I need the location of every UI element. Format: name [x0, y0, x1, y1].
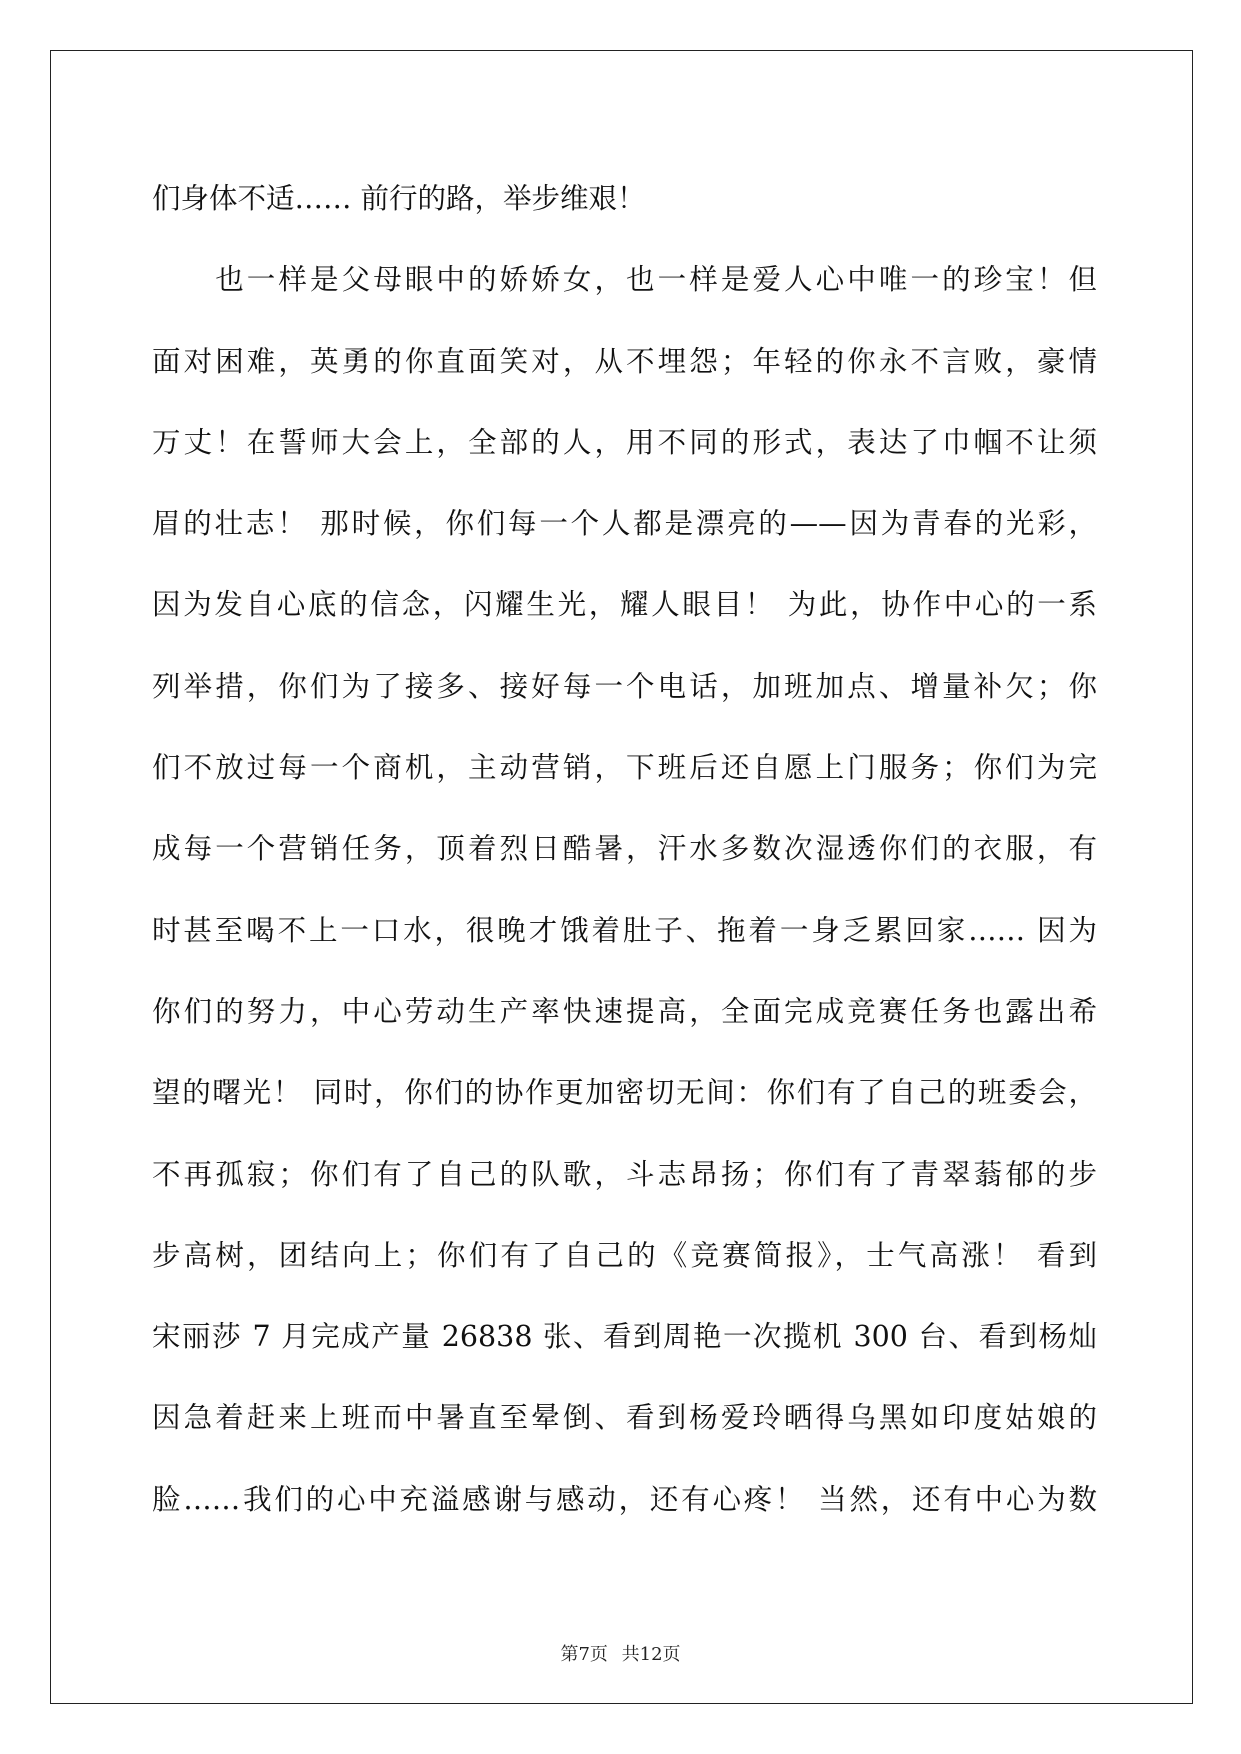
- text-line: 万丈！在誓师大会上，全部的人，用不同的形式，表达了巾帼不让须: [152, 425, 1097, 459]
- page-footer: [0, 1640, 1241, 1666]
- text-line: 因急着赶来上班而中暑直至晕倒、看到杨爱玲晒得乌黑如印度姑娘的: [152, 1401, 1097, 1435]
- text-line: 列举措，你们为了接多、接好每一个电话，加班加点、增量补欠；你: [152, 669, 1097, 703]
- text-line: 也一样是父母眼中的娇娇女，也一样是爱人心中唯一的珍宝！但: [152, 263, 1097, 297]
- text-line: 不再孤寂；你们有了自己的队歌，斗志昂扬；你们有了青翠蓊郁的步: [152, 1157, 1097, 1191]
- page-number: 第7页: [560, 1644, 608, 1665]
- page-total: 共12页: [621, 1644, 681, 1665]
- text-line: 宋丽莎 7 月完成产量 26838 张、看到周艳一次揽机 300 台、看到杨灿: [152, 1320, 1097, 1354]
- body-text: [152, 158, 1097, 1540]
- text-line: 望的曙光！ 同时，你们的协作更加密切无间：你们有了自己的班委会，: [152, 1076, 1097, 1110]
- text-line: 眉的壮志！ 那时候，你们每一个人都是漂亮的——因为青春的光彩，: [152, 507, 1097, 541]
- text-line: 们身体不适…… 前行的路，举步维艰！: [152, 182, 646, 215]
- text-line: 脸……我们的心中充溢感谢与感动，还有心疼！ 当然，还有中心为数: [152, 1482, 1097, 1516]
- text-line: 步高树，团结向上；你们有了自己的《竞赛简报》，士气高涨！ 看到: [152, 1238, 1097, 1272]
- text-line: 时甚至喝不上一口水，很晚才饿着肚子、拖着一身乏累回家…… 因为: [152, 913, 1097, 947]
- text-line: 面对困难，英勇的你直面笑对，从不埋怨；年轻的你永不言败，豪情: [152, 344, 1097, 378]
- text-line: 们不放过每一个商机，主动营销，下班后还自愿上门服务；你们为完: [152, 751, 1097, 785]
- text-line: 因为发自心底的信念，闪耀生光，耀人眼目！ 为此，协作中心的一系: [152, 588, 1097, 622]
- text-line: 成每一个营销任务，顶着烈日酷暑，汗水多数次湿透你们的衣服，有: [152, 832, 1097, 866]
- text-line: 你们的努力，中心劳动生产率快速提高，全面完成竞赛任务也露出希: [152, 994, 1097, 1028]
